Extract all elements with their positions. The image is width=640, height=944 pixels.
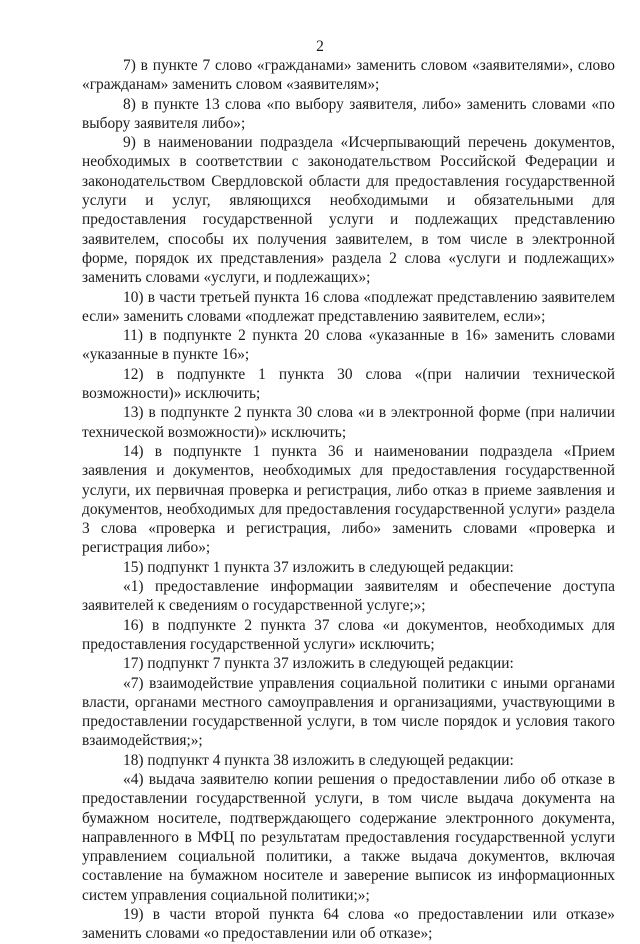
- paragraph-item-15: 15) подпункт 1 пункта 37 изложить в следующей редакции:: [123, 558, 514, 576]
- paragraph-item-18: 18) подпункт 4 пункта 38 изложить в следующей редакции:: [123, 751, 514, 769]
- paragraph-item-17: 17) подпункт 7 пункта 37 изложить в следующей редакции:: [123, 655, 514, 673]
- paragraph-item-10: 10) в части третьей пункта 16 слова «подлежат представлению заявителем если» заменить словами «подлежат представлению заявителем, если»;: [82, 288, 615, 325]
- paragraph-quote-18: «4) выдача заявителю копии решения о предоставлении либо об отказе в предоставлении государственной услуги, в том числе выдача документа на бумажном носителе, подтверждающего содержание электронного документа, направленного в МФЦ по результатам предоставления государственной услуги управлением социальной политики, а также выдача документов, включая составление на бумажном носителе и заверение выписок из информационных систем управления социальной политики;»;: [82, 770, 615, 904]
- paragraph-quote-15: «1) предоставление информации заявителям и обеспечение доступа заявителей к сведениям о государственной услуге;»;: [82, 578, 615, 615]
- page-number: 2: [316, 38, 324, 55]
- paragraph-item-14: 14) в подпункте 1 пункта 36 и наименовании подраздела «Прием заявления и документов, необходимых для предоставления государственной услуги, их первичная проверка и регистрация, либо отказ в приеме заявления и документов, необходимых для предоставления государственной услуги» раздела 3 слова «проверка и регистрация, либо» заменить словами «проверка и регистрация либо»;: [82, 442, 615, 557]
- document-body: [82, 56, 615, 944]
- paragraph-item-9: 9) в наименовании подраздела «Исчерпывающий перечень документов, необходимых в соответствии с законодательством Российской Федерации и законодательством Свердловской области для предоставления государственной услуги и услуг, являющихся необходимыми и обязательными для предоставления государственной услуги и подлежащих представлению заявителем, способы их получения заявителем, в том числе в электронной форме, порядок их представления» раздела 2 слова «услуги и подлежащих» заменить словами «услуги, и подлежащих»;: [82, 134, 615, 287]
- paragraph-item-16: 16) в подпункте 2 пункта 37 слова «и документов, необходимых для предоставления государственной услуги» исключить;: [82, 616, 615, 653]
- paragraph-item-8: 8) в пункте 13 слова «по выбору заявителя, либо» заменить словами «по выбору заявителя либо»;: [82, 95, 615, 132]
- paragraph-item-7: 7) в пункте 7 слово «гражданами» заменить словом «заявителями», слово «гражданам» заменить словом «заявителям»;: [82, 57, 615, 94]
- paragraph-item-13: 13) в подпункте 2 пункта 30 слова «и в электронной форме (при наличии технической возможности)» исключить;: [82, 404, 615, 441]
- paragraph-item-19: 19) в части второй пункта 64 слова «о предоставлении или отказе» заменить словами «о предоставлении или об отказе»;: [82, 906, 615, 943]
- paragraph-item-12: 12) в подпункте 1 пункта 30 слова «(при наличии технической возможности)» исключить;: [82, 365, 615, 403]
- paragraph-quote-17: «7) взаимодействие управления социальной политики с иными органами власти, органами местного самоуправления и организациями, участвующими в предоставлении государственной услуги, в том числе порядок и условия такого взаимодействия;»;: [82, 674, 615, 750]
- paragraph-item-11: 11) в подпункте 2 пункта 20 слова «указанные в 16» заменить словами «указанные в пункте 16»;: [82, 327, 615, 364]
